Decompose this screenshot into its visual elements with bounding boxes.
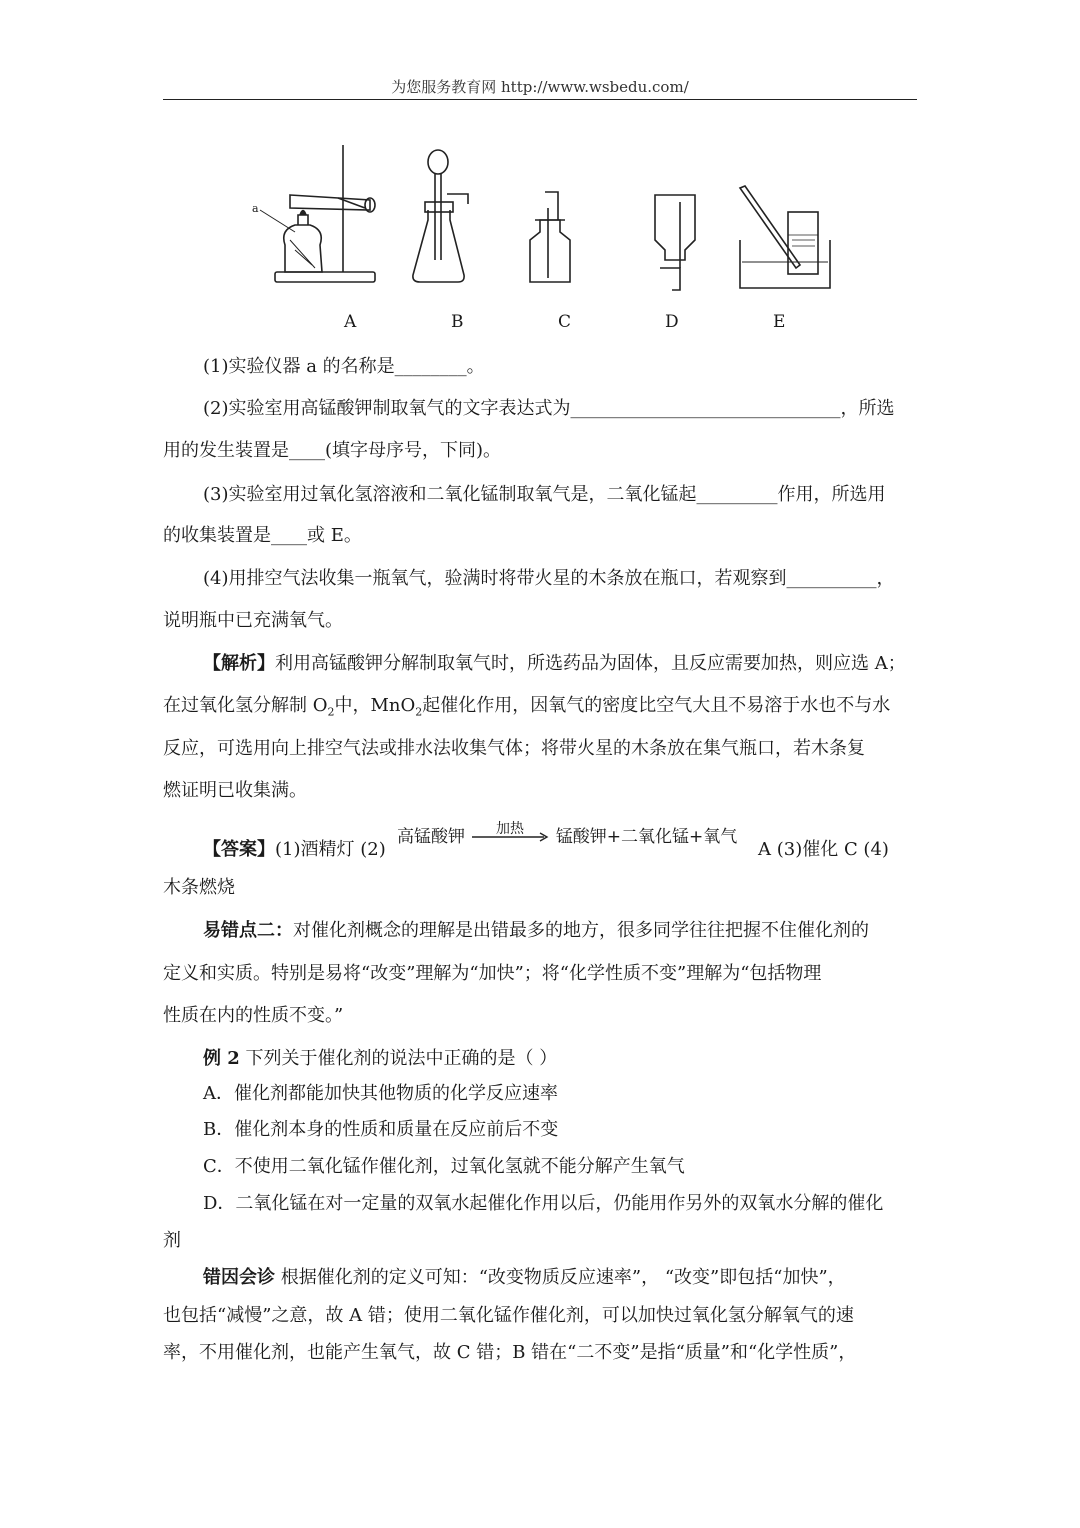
error-point-tag: 易错点二： (203, 920, 293, 941)
equation-condition: 加热 (496, 821, 524, 837)
question-3-line1: (3)实验室用过氧化氢溶液和二氧化锰制取氧气是，二氧化锰起_________作用，所选用 (203, 484, 886, 505)
diagnosis-tag: 错因会诊 (203, 1267, 275, 1288)
error-point-line1: 易错点二：对催化剂概念的理解是出错最多的地方，很多同学往往把握不住催化剂的 (203, 920, 869, 941)
answer-tag: 【答案】 (203, 839, 275, 860)
equation-right: 锰酸钾+二氧化锰+氧气 (555, 827, 738, 847)
diagnosis-line2: 也包括“减慢”之意，故 A 错；使用二氧化锰作催化剂，可以加快过氧化氢分解氧气的速 (163, 1305, 854, 1326)
question-2-line1: (2)实验室用高锰酸钾制取氧气的文字表达式为______________________________，所选 (203, 398, 895, 419)
header-rule (163, 99, 917, 100)
apparatus-label-d: D (665, 312, 679, 332)
question-1: (1)实验仪器 a 的名称是________。 (203, 356, 485, 377)
example-option-a: A．催化剂都能加快其他物质的化学反应速率 (203, 1083, 558, 1104)
apparatus-a-heating-setup (275, 145, 375, 282)
analysis-line2: 在过氧化氢分解制 $O_2$中，MnO$_2$起催化作用，因氧气的密度比空气大且不易溶于水也不与水 (163, 695, 891, 719)
question-4-line2: 说明瓶中已充满氧气。 (163, 610, 343, 631)
apparatus-figure (240, 140, 840, 310)
reaction-equation (397, 822, 737, 847)
example-tag: 例 2 (203, 1048, 240, 1069)
example-option-c: C．不使用二氧化锰作催化剂，过氧化氢就不能分解产生氧气 (203, 1156, 685, 1177)
example-option-d-cont: 剂 (163, 1230, 181, 1251)
diagnosis-line1: 错因会诊 根据催化剂的定义可知：“改变物质反应速率”， “改变”即包括“加快”， (203, 1267, 846, 1288)
example-question: 例 2 下列关于催化剂的说法中正确的是（ ） (203, 1048, 558, 1069)
answer-line1-cont: A (3)催化 C (4) (758, 839, 889, 860)
apparatus-label-b: B (451, 312, 464, 332)
question-2-line2: 用的发生装置是____(填字母序号，下同)。 (163, 440, 502, 461)
analysis-line4: 燃证明已收集满。 (163, 780, 307, 801)
example-option-d: D．二氧化锰在对一定量的双氧水起催化作用以后，仍能用作另外的双氧水分解的催化 (203, 1193, 884, 1214)
example-option-b: B．催化剂本身的性质和质量在反应前后不变 (203, 1119, 559, 1140)
answer-line2: 木条燃烧 (163, 877, 235, 898)
analysis-line1: 【解析】利用高锰酸钾分解制取氧气时，所选药品为固体，且反应需要加热，则应选 A； (203, 653, 906, 674)
answer-line1: 【答案】(1)酒精灯 (2) (203, 839, 386, 860)
apparatus-b-flask (413, 150, 468, 282)
page-header: 为您服务教育网 http://www.wsbedu.com/ (391, 78, 689, 96)
equation-left: 高锰酸钾 (397, 827, 465, 847)
error-point-line2: 定义和实质。特别是易将“改变”理解为“加快”；将“化学性质不变”理解为“包括物理 (163, 963, 822, 984)
apparatus-label-c: C (558, 312, 572, 332)
question-4-line1: (4)用排空气法收集一瓶氧气，验满时将带火星的木条放在瓶口，若观察到__________， (203, 568, 895, 589)
analysis-line3: 反应，可选用向上排空气法或排水法收集气体；将带火星的木条放在集气瓶口，若木条复 (163, 738, 865, 759)
apparatus-label-e: E (773, 312, 786, 332)
diagnosis-line3: 率，不用催化剂，也能产生氧气，故 C 错；B 错在“二不变”是指“质量”和“化学性质”， (163, 1342, 857, 1363)
error-point-line3: 性质在内的性质不变。” (163, 1005, 344, 1026)
analysis-tag: 【解析】 (203, 653, 275, 674)
apparatus-label-a: A (344, 312, 357, 332)
apparatus-d-inverted-bottle (655, 195, 695, 290)
apparatus-c-bottle (530, 192, 570, 282)
pointer-label: a (252, 202, 259, 215)
apparatus-e-water-trough (740, 186, 830, 288)
equation-arrow (470, 830, 550, 844)
question-3-line2: 的收集装置是____或 E。 (163, 525, 362, 546)
